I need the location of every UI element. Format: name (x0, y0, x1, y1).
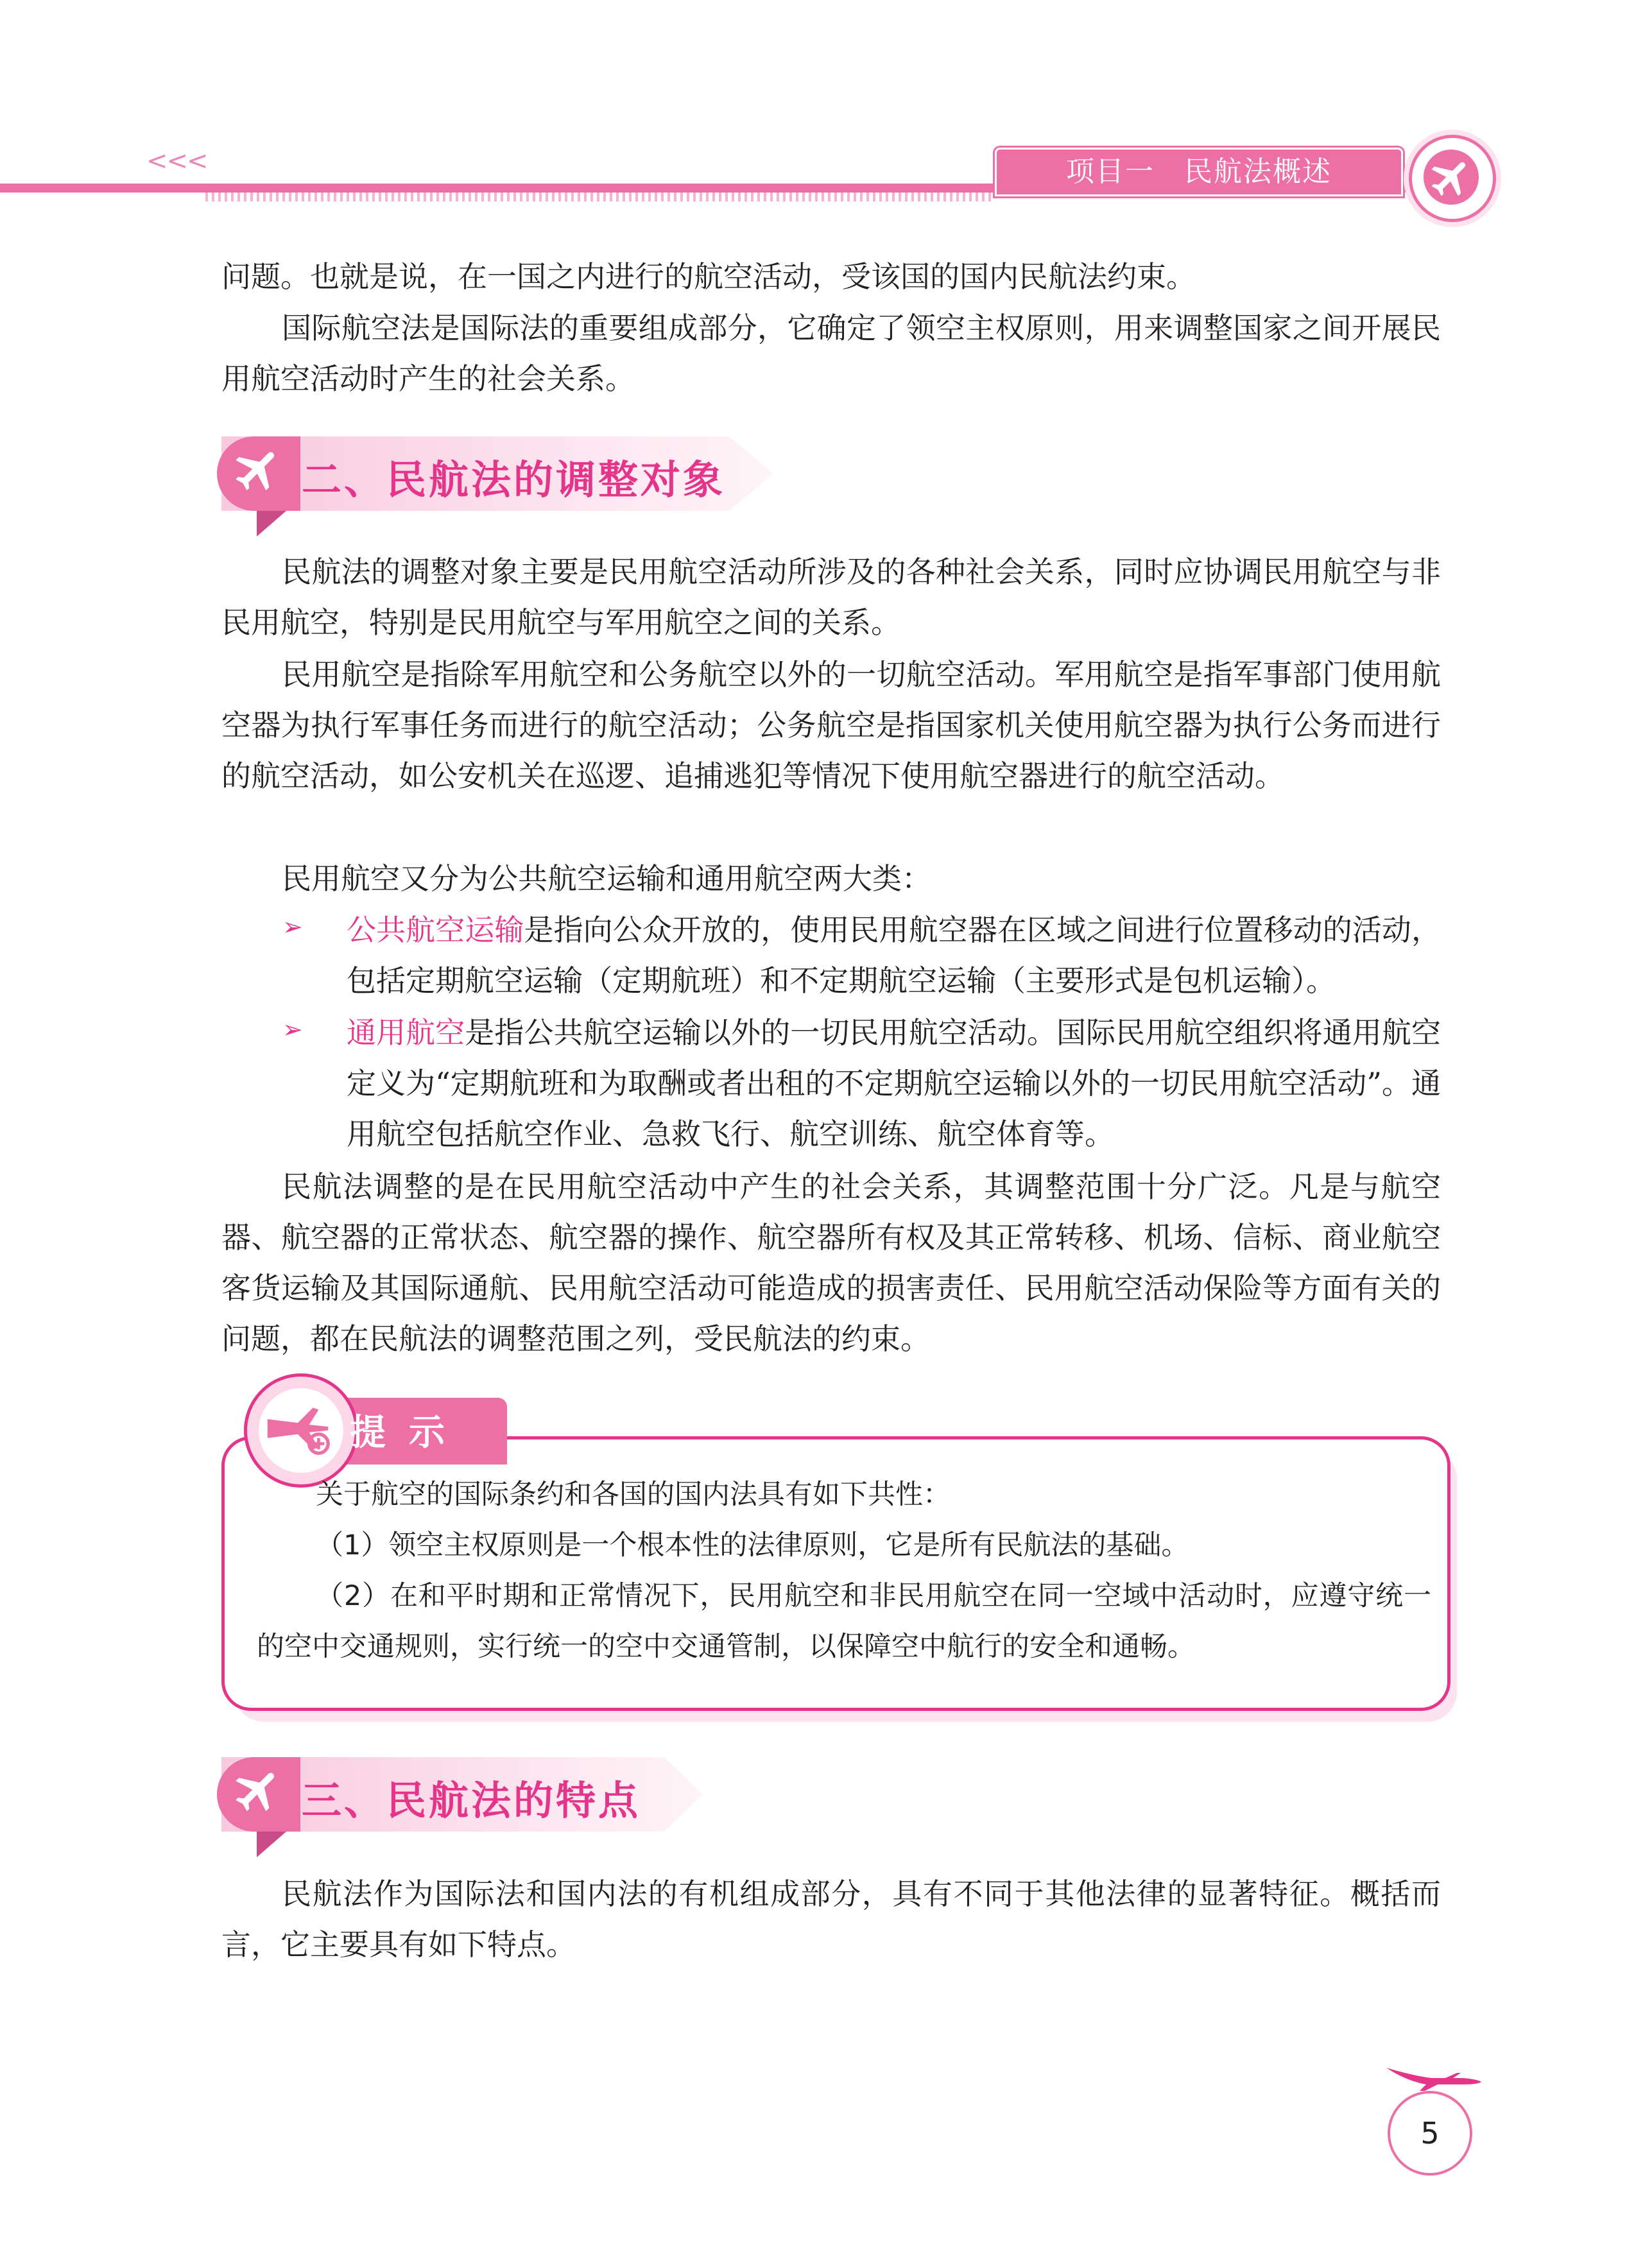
airplane-icon (231, 1764, 285, 1817)
section2-badge-tail (257, 511, 286, 537)
header-tab (995, 148, 1403, 196)
section3-title: 三、民航法的特点 (302, 1777, 641, 1824)
page-airplane-icon (1386, 2061, 1483, 2093)
page-number: 5 (1420, 2116, 1440, 2151)
paragraph-continued: 问题。也就是说，在一国之内进行的航空活动，受该国的国内民航法约束。 (221, 259, 1196, 294)
header-title: 项目一 民航法概述 (1066, 155, 1332, 188)
section2-paragraph-2: 民用航空是指除军用航空和公务航空以外的一切航空活动。军用航空是指军事部门使用航空器为执行军事任务而进行的航空活动；公务航空是指国家机关使用航空器为执行公务而进行的航空活动，如公安机关在巡逻、追捕逃犯等情况下使用航空器进行的航空活动。 (221, 657, 1441, 793)
section3-badge-tail (257, 1832, 286, 1857)
term-public-air-transport: 公共航空运输 (347, 913, 524, 947)
airplane-icon (1427, 154, 1475, 202)
tip-label: 提示 (350, 1412, 468, 1454)
bullet-marker: ➢ (282, 1015, 303, 1044)
airplane-icon (260, 1391, 336, 1462)
header-arrows: <<< (146, 146, 207, 176)
bullet-general-aviation (347, 1008, 1441, 1160)
tip-line-2: （1）领空主权原则是一个根本性的法律原则，它是所有民航法的基础。 (316, 1529, 1189, 1561)
paragraph-international-law: 国际航空法是国际法的重要组成部分，它确定了领空主权原则，用来调整国家之间开展民用航空活动时产生的社会关系。 (221, 311, 1441, 396)
section2-paragraph-1: 民航法的调整对象主要是民用航空活动所涉及的各种社会关系，同时应协调民用航空与非民用航空，特别是民用航空与军用航空之间的关系。 (221, 554, 1441, 640)
bullet-marker: ➢ (282, 913, 303, 941)
section2-paragraph-4: 民航法调整的是在民用航空活动中产生的社会关系，其调整范围十分广泛。凡是与航空器、航空器的正常状态、航空器的操作、航空器所有权及其正常转移、机场、信标、商业航空客货运输及其国际通航、民用航空活动可能造成的损害责任、民用航空活动保险等方面有关的问题，都在民航法的调整范围之列，受民航法的约束。 (221, 1169, 1441, 1356)
tip-line-3: （2）在和平时期和正常情况下，民用航空和非民用航空在同一空域中活动时，应遵守统一的空中交通规则，实行统一的空中交通管制，以保障空中航行的安全和通畅。 (257, 1580, 1431, 1663)
tip-line-1: 关于航空的国际条约和各国的国内法具有如下共性： (316, 1479, 951, 1511)
section2-paragraph-3: 民用航空又分为公共航空运输和通用航空两大类： (282, 861, 931, 896)
section2-title: 二、民航法的调整对象 (302, 456, 726, 503)
term-general-aviation: 通用航空 (347, 1015, 465, 1050)
bullet-public-air-transport (347, 905, 1441, 1006)
airplane-icon (231, 443, 285, 497)
bullet-text: 是指向公众开放的，使用民用航空器在区域之间进行位置移动的活动，包括定期航空运输（定期航班）和不定期航空运输（主要形式是包机运输）。 (347, 913, 1441, 998)
bullet-text: 是指公共航空运输以外的一切民用航空活动。国际民用航空组织将通用航空定义为“定期航班和为取酬或者出租的不定期航空运输以外的一切民用航空活动”。通用航空包括航空作业、急救飞行、航空训练、航空体育等。 (347, 1015, 1442, 1151)
header-hatch (205, 193, 995, 202)
section3-paragraph-1: 民航法作为国际法和国内法的有机组成部分，具有不同于其他法律的显著特征。概括而言，它主要具有如下特点。 (221, 1877, 1441, 1962)
